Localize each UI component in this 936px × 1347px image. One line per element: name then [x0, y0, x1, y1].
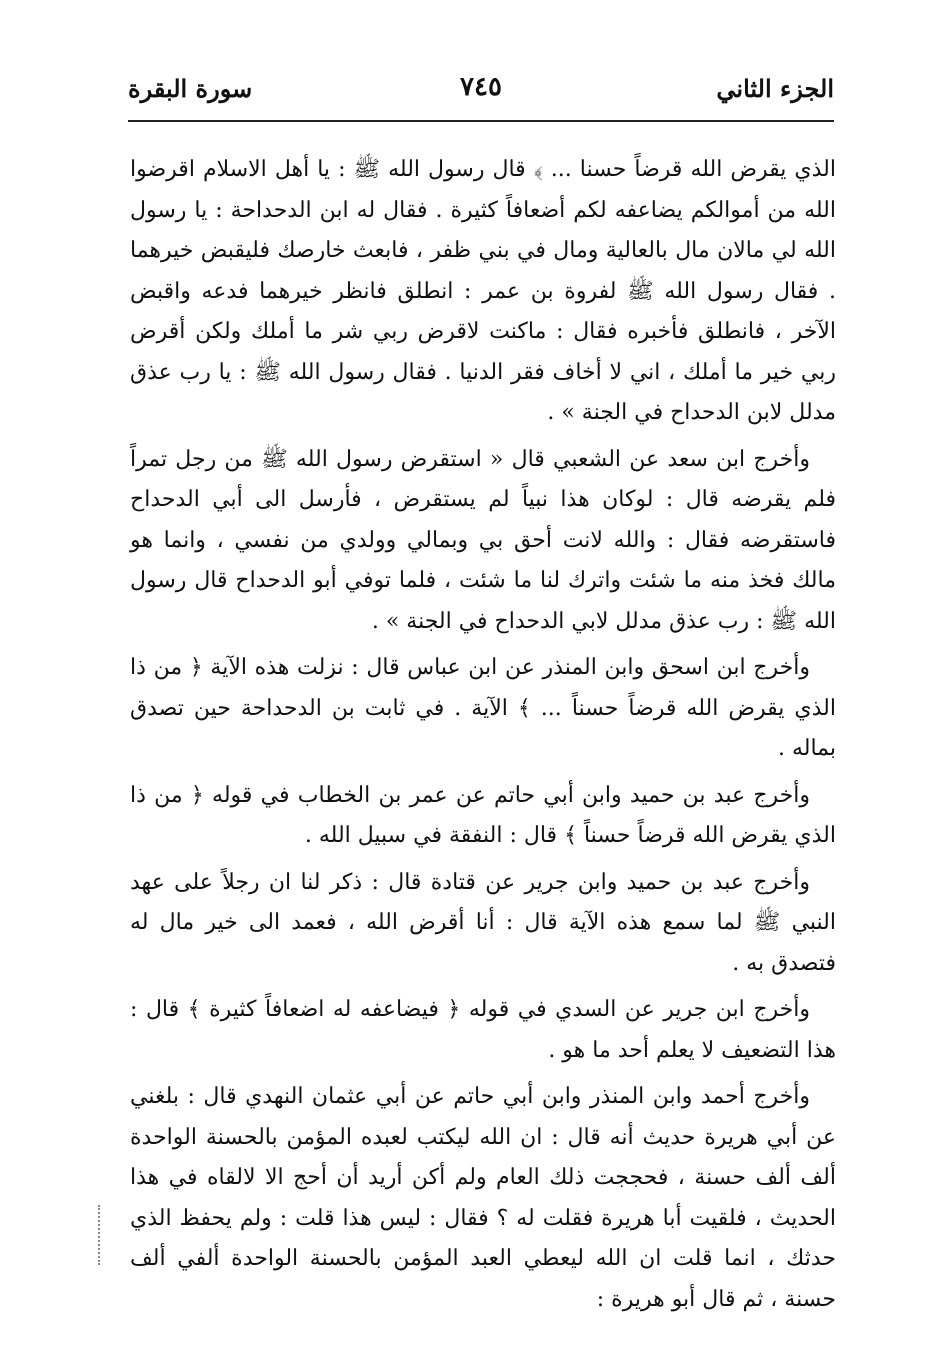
- paragraph: وأخرج أحمد وابن المنذر وابن أبي حاتم عن أبي عثمان النهدي قال : بلغني عن أبي هريرة حديث أنه قال : ان الله ليكتب لعبده المؤمن بالحسنة الواحدة ألف ألف حسنة ، فحججت ذلك العام ولم أكن أريد أن أحج الا لالقاه في هذا الحديث ، فلقيت أبا هريرة فقلت له ؟ فقال : ليس هذا قلت : ولم يحفظ الذي حدثك ، انما قلت ان الله ليعطي العبد المؤمن بالحسنة الواحدة ألفي ألف حسنة ، ثم قال أبو هريرة :: [130, 1084, 836, 1312]
- paragraph: وأخرج ابن سعد عن الشعبي قال « استقرض رسول الله ﷺ من رجل تمراً فلم يقرضه قال : لوكان هذا نبياً لم يستقرض ، فأرسل الى أبي الدحداح فاستقرضه فقال : والله لانت أحق بي وبمالي وولدي من نفسي ، وانما هو مالك فخذ منه ما شئت واترك لنا ما شئت ، فلما توفي أبو الدحداح قال رسول الله ﷺ : رب عذق مدلل لابي الدحداح في الجنة » .: [130, 446, 836, 634]
- scan-edge-mark: [98, 1205, 106, 1265]
- main-text: [130, 150, 836, 1326]
- paragraph: وأخرج ابن اسحق وابن المنذر عن ابن عباس قال : نزلت هذه الآية ﴿ من ذا الذي يقرض الله قرضاً حسناً ... ﴾ الآية . في ثابت بن الدحداحة حين تصدق بماله .: [130, 655, 836, 761]
- paragraph: وأخرج عبد بن حميد وابن جرير عن قتادة قال : ذكر لنا ان رجلاً على عهد النبي ﷺ لما سمع هذه الآية قال : أنا أقرض الله ، فعمد الى خير مال له فتصدق به .: [130, 869, 836, 976]
- paragraph: وأخرج ابن جرير عن السدي في قوله ﴿ فيضاعفه له اضعافاً كثيرة ﴾ قال : هذا التضعيف لا يعلم أحد ما هو .: [130, 997, 836, 1063]
- page-header: [128, 66, 834, 114]
- surah-title: سورة البقرة: [128, 74, 253, 103]
- paragraph: وأخرج عبد بن حميد وابن أبي حاتم عن عمر بن الخطاب في قوله ﴿ من ذا الذي يقرض الله قرضاً حسناً ﴾ قال : النفقة في سبيل الله .: [130, 782, 836, 848]
- page-number: ٧٤٥: [460, 72, 502, 102]
- part-title: الجزء الثاني: [716, 74, 834, 103]
- header-divider: [128, 120, 834, 122]
- paragraph: الذي يقرض الله قرضاً حسنا ... ﴾ قال رسول الله ﷺ : يا أهل الاسلام اقرضوا الله من أموالكم يضاعفه لكم أضعافاً كثيرة . فقال له ابن الدحداحة : يا رسول الله لي مالان مال بالعالية ومال في بني ظفر ، فابعث خارصك فليقبض خيرهما . فقال رسول الله ﷺ لفروة بن عمر : انطلق فانظر خيرهما فدعه واقبض الآخر ، فانطلق فأخبره فقال : ماكنت لاقرض ربي شر ما أملك ولكن أقرض ربي خير ما أملك ، اني لا أخاف فقر الدنيا . فقال رسول الله ﷺ : يا رب عذق مدلل لابن الدحداح في الجنة » .: [130, 157, 836, 425]
